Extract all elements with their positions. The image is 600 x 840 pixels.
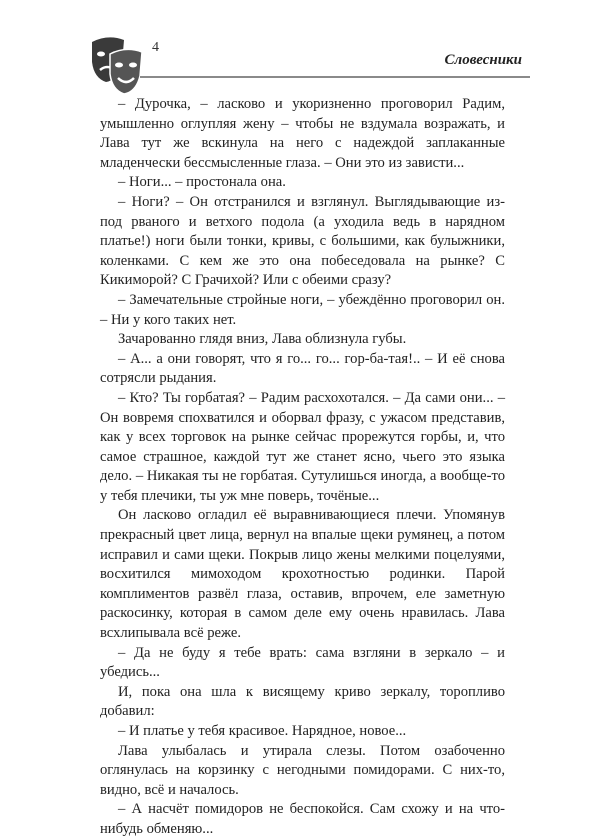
paragraph: – И платье у тебя красивое. Нарядное, новое... — [118, 723, 407, 739]
paragraph: Он ласково огладил её выравнивающиеся плечи. Упомянув прекрасный цвет лица, вернул на впалые щеки румянец, а потом исправил и сами щеки. Покрыв лицо жены мелкими поцелуями, восхитился мимоходом крохотностью родинки. Парой комплиментов развёл глаза, оставив, впрочем, еле заметную раскосинку, которая в самом деле ему очень нравилась. Лава всхлипывала всё реже. — [100, 507, 505, 642]
paragraph: Зачарованно глядя вниз, Лава облизнула губы. — [118, 331, 407, 348]
paragraph: – Замечательные стройные ноги, – убеждённо проговорил он. – Ни у кого таких нет. — [100, 291, 505, 328]
paragraph: – Дурочка, – ласково и укоризненно проговорил Радим, умышленно оглупляя жену – чтобы не вздумала возражать, и Лава тут же вскинула на него с надеждой заплаканные младенчески бессмысленные глаза. – Они это из зависти... — [100, 96, 505, 171]
paragraph: Лава улыбалась и утирала слезы. Потом озабоченно оглянулась на корзинку с негодными помидорами. С них-то, видно, всё и началось. — [100, 742, 505, 798]
paragraph: И, пока она шла к висящему криво зеркалу, торопливо добавил: — [100, 683, 505, 720]
paragraph: – Ноги... – простонала она. — [118, 174, 286, 191]
paragraph: – Ноги? – Он отстранился и взглянул. Выглядывающие из-под рваного и ветхого подола (а уходила ведь в нарядном платье!) ноги были тонки, кривы, с большими, как булыжники, коленками. С кем же это она побеседовала на рынке? С Кикиморой? С Грачихой? Или с обеими сразу? — [100, 193, 505, 289]
body-text — [100, 95, 505, 840]
page-header — [0, 0, 600, 90]
paragraph: – А... а они говорят, что я го... го... гор-ба-тая!.. – И её снова сотрясли рыдания. — [100, 350, 505, 387]
header-rule — [140, 76, 530, 78]
paragraph: – Кто? Ты горбатая? – Радим расхохотался. – Да сами они... – Он вовремя спохватился и оборвал фразу, с ужасом представив, как у всех торговок на рынке сейчас прорежутся горбы, и, что самое страшное, каждой тут же станет ясно, чьего это языка дело. – Никакая ты не горбатая. Сутулишься иногда, а вообще-то у тебя плечики, ты уж мне поверь, точёные... — [100, 389, 505, 504]
page-number: 4 — [152, 40, 159, 55]
paragraph: – А насчёт помидоров не беспокойся. Сам схожу и на что-нибудь обменяю... — [100, 801, 505, 837]
paragraph: – Да не буду я тебе врать: сама взгляни в зеркало – и убедись... — [100, 644, 505, 681]
running-title: Словесники — [444, 52, 522, 68]
theatre-masks-icon — [88, 34, 146, 94]
